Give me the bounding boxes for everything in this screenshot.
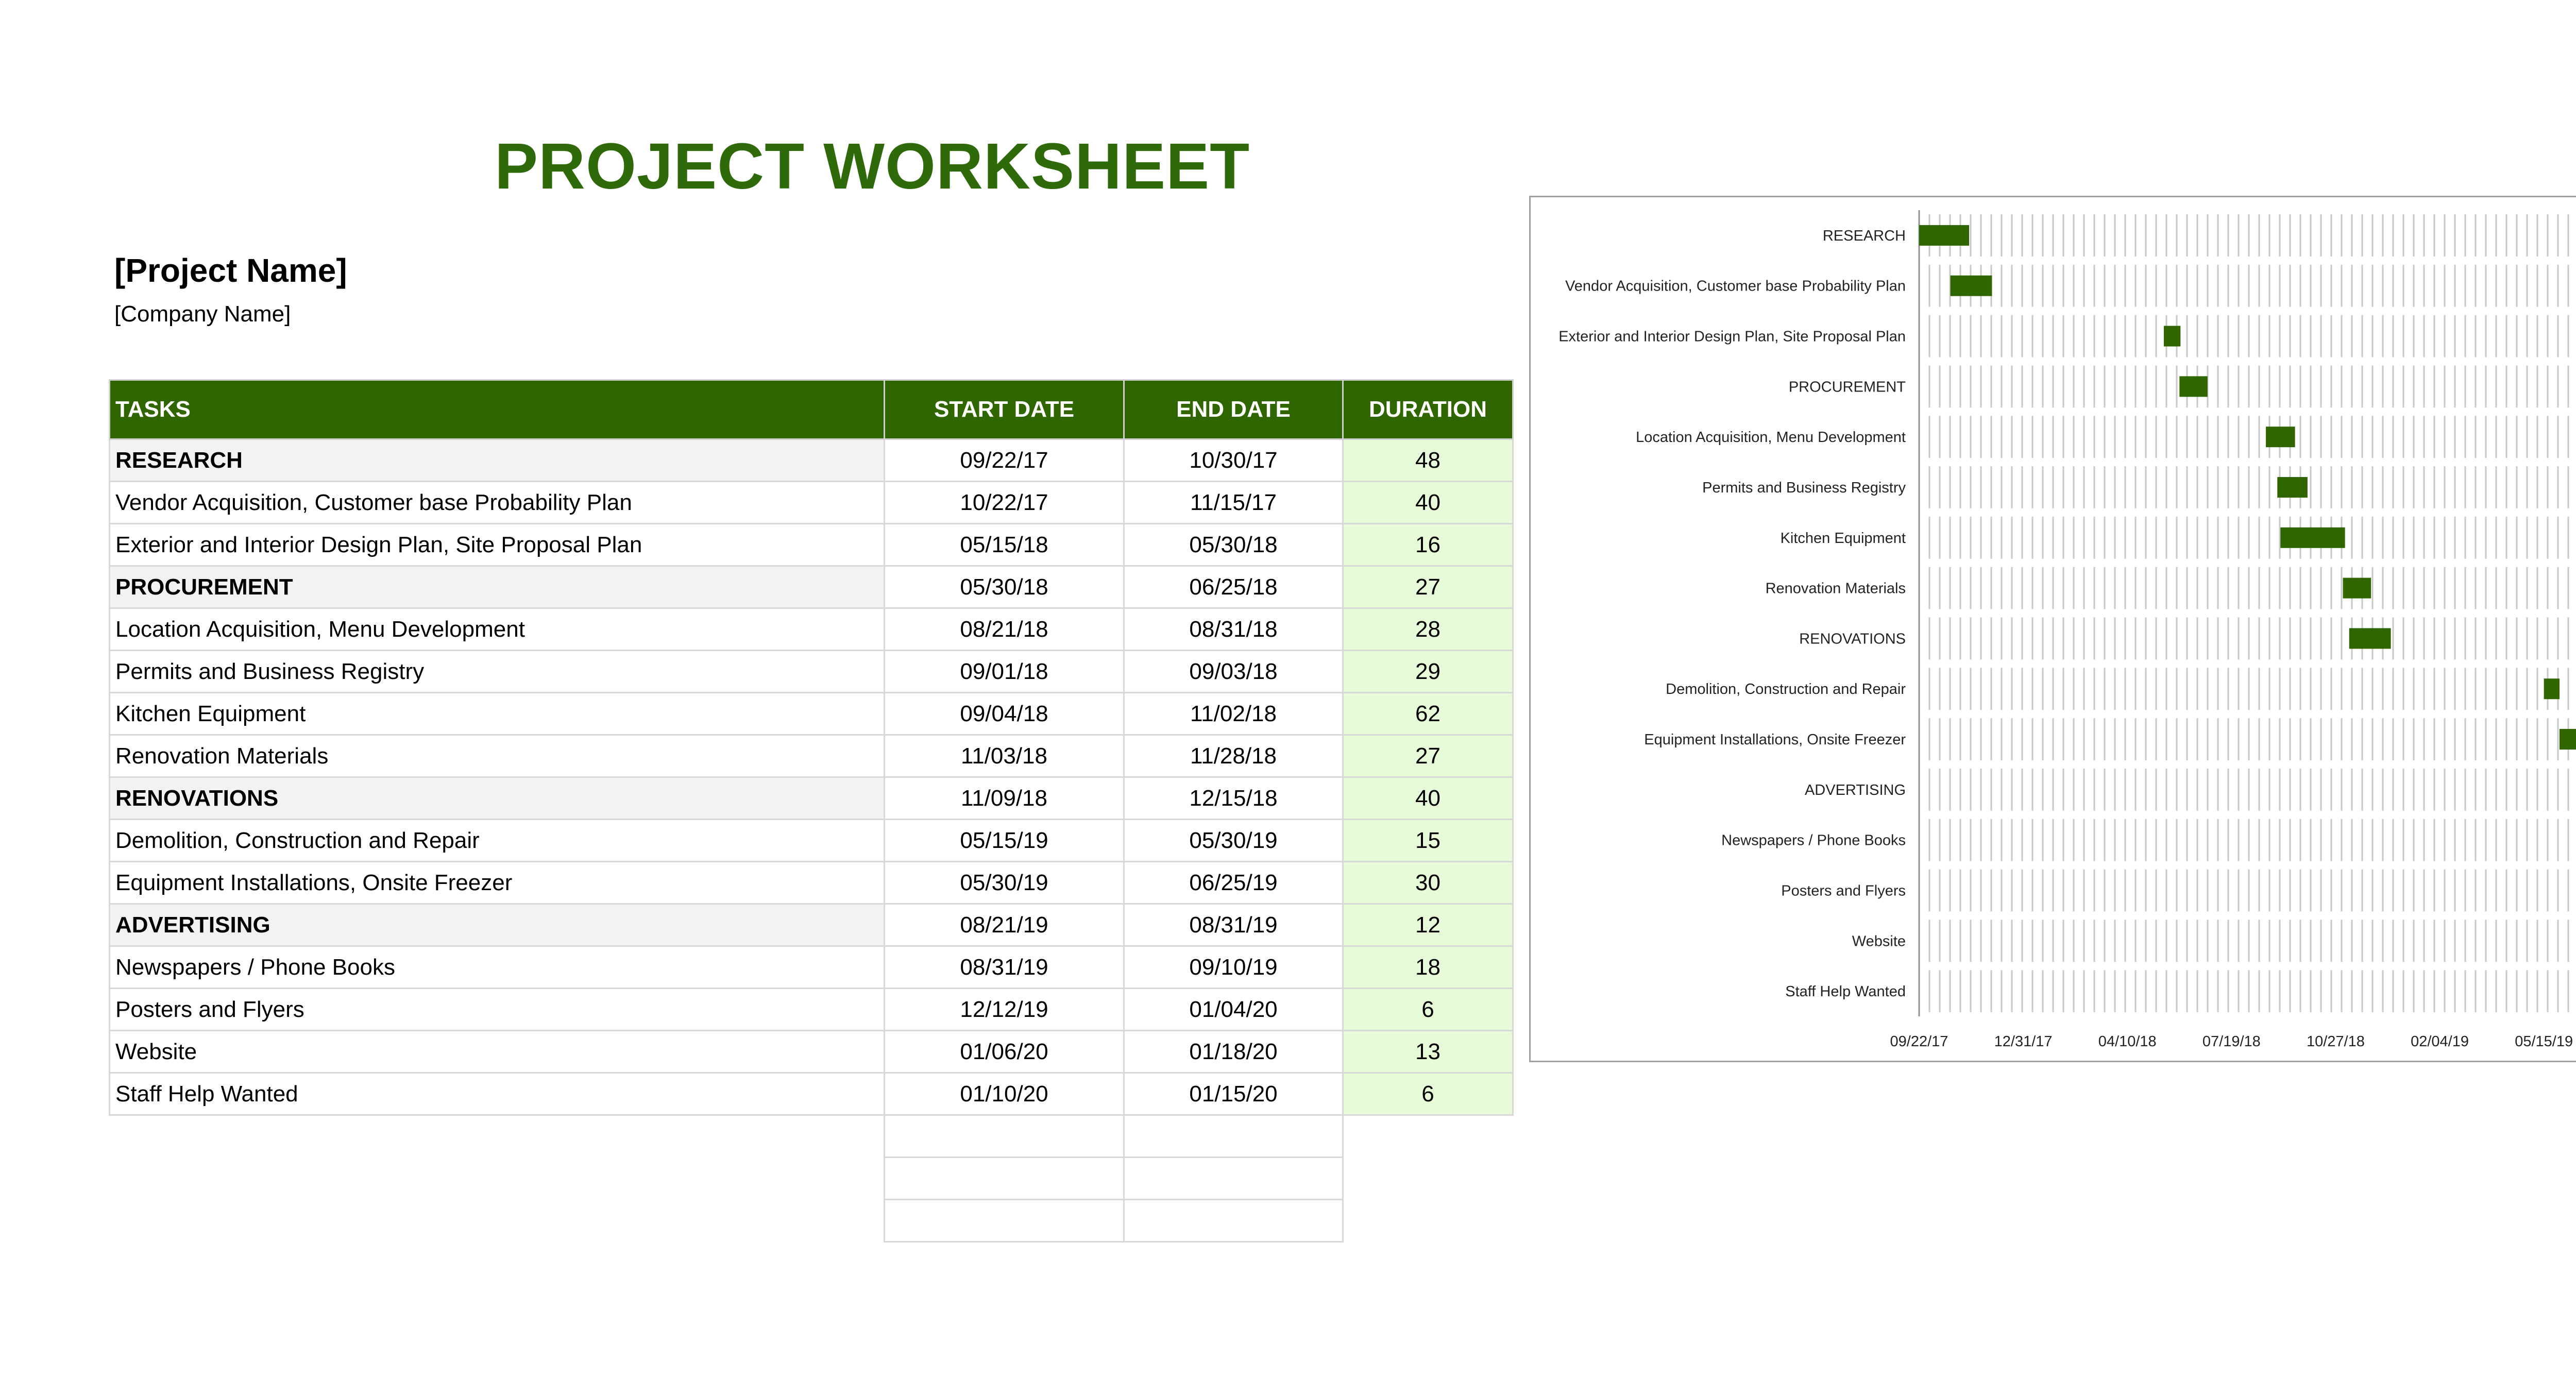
task-cell[interactable]: Staff Help Wanted — [110, 1073, 885, 1115]
empty-start-date-cell[interactable] — [885, 1158, 1124, 1200]
duration-cell[interactable]: 40 — [1343, 482, 1513, 524]
table-header-row — [110, 380, 1513, 439]
start-date-cell[interactable]: 12/12/19 — [885, 989, 1124, 1031]
end-date-cell[interactable]: 12/15/18 — [1124, 777, 1343, 820]
task-cell[interactable]: Posters and Flyers — [110, 989, 885, 1031]
gantt-bar — [1919, 225, 1969, 246]
y-axis-tick-label: Location Acquisition, Menu Development — [1636, 429, 1906, 446]
task-cell[interactable]: Location Acquisition, Menu Development — [110, 608, 885, 651]
gantt-bar — [1951, 276, 1992, 296]
project-name[interactable]: [Project Name] — [114, 252, 347, 289]
y-axis-tick-label: Posters and Flyers — [1781, 882, 1906, 899]
empty-start-date-cell[interactable] — [885, 1200, 1124, 1242]
empty-end-date-cell[interactable] — [1124, 1158, 1343, 1200]
task-cell[interactable]: RENOVATIONS — [110, 777, 885, 820]
table-row — [110, 524, 1513, 566]
table-row — [110, 693, 1513, 735]
x-axis-tick-label: 12/31/17 — [1994, 1033, 2053, 1050]
empty-end-date-cell[interactable] — [1124, 1200, 1343, 1242]
duration-cell[interactable]: 40 — [1343, 777, 1513, 820]
column-header-tasks: TASKS — [110, 380, 885, 439]
table-row — [110, 1031, 1513, 1073]
y-axis-tick-label: RENOVATIONS — [1799, 631, 1906, 648]
x-axis-tick-label: 04/10/18 — [2098, 1033, 2157, 1050]
duration-cell[interactable]: 27 — [1343, 566, 1513, 608]
end-date-cell[interactable]: 05/30/19 — [1124, 820, 1343, 862]
start-date-cell[interactable]: 11/09/18 — [885, 777, 1124, 820]
start-date-cell[interactable]: 01/06/20 — [885, 1031, 1124, 1073]
task-cell[interactable]: Renovation Materials — [110, 735, 885, 777]
start-date-cell[interactable]: 05/15/19 — [885, 820, 1124, 862]
y-axis-tick-label: Kitchen Equipment — [1780, 530, 1906, 547]
end-date-cell[interactable]: 05/30/18 — [1124, 524, 1343, 566]
empty-table-row — [110, 1158, 1513, 1200]
empty-end-date-cell[interactable] — [1124, 1115, 1343, 1158]
gantt-bar — [2343, 578, 2371, 599]
table-row — [110, 777, 1513, 820]
duration-cell[interactable]: 27 — [1343, 735, 1513, 777]
empty-cell — [1343, 1200, 1513, 1242]
page-title: PROJECT WORKSHEET — [495, 130, 1250, 202]
duration-cell[interactable]: 16 — [1343, 524, 1513, 566]
table-row — [110, 608, 1513, 651]
empty-cell — [110, 1158, 885, 1200]
y-axis-tick-label: Newspapers / Phone Books — [1721, 832, 1906, 849]
y-axis-tick-label: RESEARCH — [1822, 227, 1906, 244]
task-cell[interactable]: Permits and Business Registry — [110, 651, 885, 693]
empty-cell — [110, 1200, 885, 1242]
column-header-start-date: START DATE — [885, 380, 1124, 439]
gantt-bar — [2164, 326, 2180, 347]
end-date-cell[interactable]: 11/15/17 — [1124, 482, 1343, 524]
duration-cell[interactable]: 62 — [1343, 693, 1513, 735]
company-name[interactable]: [Company Name] — [114, 301, 291, 327]
gantt-bar — [2266, 427, 2295, 447]
task-cell[interactable]: Newspapers / Phone Books — [110, 946, 885, 989]
duration-cell[interactable]: 30 — [1343, 862, 1513, 904]
end-date-cell[interactable]: 06/25/19 — [1124, 862, 1343, 904]
x-axis-tick-label: 07/19/18 — [2202, 1033, 2261, 1050]
end-date-cell[interactable]: 11/28/18 — [1124, 735, 1343, 777]
end-date-cell[interactable]: 11/02/18 — [1124, 693, 1343, 735]
start-date-cell[interactable]: 08/21/19 — [885, 904, 1124, 946]
gantt-bar — [2277, 477, 2308, 498]
start-date-cell[interactable]: 09/22/17 — [885, 439, 1124, 482]
table-row — [110, 946, 1513, 989]
y-axis-tick-label: PROCUREMENT — [1788, 379, 1906, 396]
table-row — [110, 651, 1513, 693]
task-table — [109, 379, 1514, 1243]
gantt-bar — [2560, 729, 2576, 750]
end-date-cell[interactable]: 10/30/17 — [1124, 439, 1343, 482]
start-date-cell[interactable]: 08/31/19 — [885, 946, 1124, 989]
duration-cell[interactable]: 12 — [1343, 904, 1513, 946]
y-axis-tick-label: Demolition, Construction and Repair — [1666, 681, 1906, 698]
table-row — [110, 439, 1513, 482]
task-cell[interactable]: Demolition, Construction and Repair — [110, 820, 885, 862]
column-header-duration: DURATION — [1343, 380, 1513, 439]
start-date-cell[interactable]: 05/30/18 — [885, 566, 1124, 608]
end-date-cell[interactable]: 01/18/20 — [1124, 1031, 1343, 1073]
gantt-bar — [2544, 678, 2560, 699]
task-cell[interactable]: PROCUREMENT — [110, 566, 885, 608]
empty-table-row — [110, 1115, 1513, 1158]
y-axis-tick-label: Website — [1852, 933, 1906, 950]
duration-cell[interactable]: 6 — [1343, 989, 1513, 1031]
duration-cell[interactable]: 28 — [1343, 608, 1513, 651]
gantt-gridlines — [1919, 214, 2576, 1012]
end-date-cell[interactable]: 09/03/18 — [1124, 651, 1343, 693]
y-axis-tick-label: Equipment Installations, Onsite Freezer — [1644, 731, 1906, 748]
end-date-cell[interactable]: 01/04/20 — [1124, 989, 1343, 1031]
y-axis-tick-label: Exterior and Interior Design Plan, Site Proposal Plan — [1558, 328, 1906, 345]
start-date-cell[interactable]: 05/15/18 — [885, 524, 1124, 566]
end-date-cell[interactable]: 01/15/20 — [1124, 1073, 1343, 1115]
gantt-chart-svg — [1531, 197, 2576, 1061]
empty-cell — [1343, 1115, 1513, 1158]
start-date-cell[interactable]: 11/03/18 — [885, 735, 1124, 777]
x-axis-tick-label: 02/04/19 — [2411, 1033, 2469, 1050]
gantt-bar — [2349, 628, 2391, 649]
start-date-cell[interactable]: 09/04/18 — [885, 693, 1124, 735]
gantt-bar — [2179, 376, 2208, 397]
table-row — [110, 735, 1513, 777]
start-date-cell[interactable]: 01/10/20 — [885, 1073, 1124, 1115]
empty-cell — [110, 1115, 885, 1158]
task-cell[interactable]: Website — [110, 1031, 885, 1073]
x-axis-tick-label: 09/22/17 — [1890, 1033, 1948, 1050]
table-row — [110, 904, 1513, 946]
column-header-end-date: END DATE — [1124, 380, 1343, 439]
end-date-cell[interactable]: 09/10/19 — [1124, 946, 1343, 989]
y-axis-tick-label: Vendor Acquisition, Customer base Probability Plan — [1565, 278, 1906, 295]
table-row — [110, 989, 1513, 1031]
task-cell[interactable]: Vendor Acquisition, Customer base Probability Plan — [110, 482, 885, 524]
end-date-cell[interactable]: 08/31/19 — [1124, 904, 1343, 946]
end-date-cell[interactable]: 06/25/18 — [1124, 566, 1343, 608]
y-axis-tick-label: Renovation Materials — [1765, 580, 1906, 597]
duration-cell[interactable]: 48 — [1343, 439, 1513, 482]
y-axis-tick-label: Permits and Business Registry — [1702, 479, 1906, 496]
task-cell[interactable]: ADVERTISING — [110, 904, 885, 946]
end-date-cell[interactable]: 08/31/18 — [1124, 608, 1343, 651]
empty-table-row — [110, 1200, 1513, 1242]
task-cell[interactable]: Equipment Installations, Onsite Freezer — [110, 862, 885, 904]
x-axis-tick-label: 10/27/18 — [2306, 1033, 2365, 1050]
empty-cell — [1343, 1158, 1513, 1200]
duration-cell[interactable]: 29 — [1343, 651, 1513, 693]
duration-cell[interactable]: 18 — [1343, 946, 1513, 989]
duration-cell[interactable]: 15 — [1343, 820, 1513, 862]
empty-start-date-cell[interactable] — [885, 1115, 1124, 1158]
duration-cell[interactable]: 13 — [1343, 1031, 1513, 1073]
start-date-cell[interactable]: 09/01/18 — [885, 651, 1124, 693]
task-table-body — [110, 439, 1513, 1242]
x-axis-tick-label: 05/15/19 — [2515, 1033, 2573, 1050]
table-row — [110, 482, 1513, 524]
task-cell[interactable]: Kitchen Equipment — [110, 693, 885, 735]
table-row — [110, 820, 1513, 862]
start-date-cell[interactable]: 08/21/18 — [885, 608, 1124, 651]
table-row — [110, 862, 1513, 904]
duration-cell[interactable]: 6 — [1343, 1073, 1513, 1115]
task-cell[interactable]: RESEARCH — [110, 439, 885, 482]
task-cell[interactable]: Exterior and Interior Design Plan, Site Proposal Plan — [110, 524, 885, 566]
gantt-chart — [1529, 196, 2576, 1062]
start-date-cell[interactable]: 05/30/19 — [885, 862, 1124, 904]
table-row — [110, 566, 1513, 608]
y-axis-tick-label: ADVERTISING — [1804, 781, 1906, 798]
gantt-bar — [2280, 528, 2345, 548]
y-axis-tick-label: Staff Help Wanted — [1785, 983, 1906, 1000]
start-date-cell[interactable]: 10/22/17 — [885, 482, 1124, 524]
table-row — [110, 1073, 1513, 1115]
